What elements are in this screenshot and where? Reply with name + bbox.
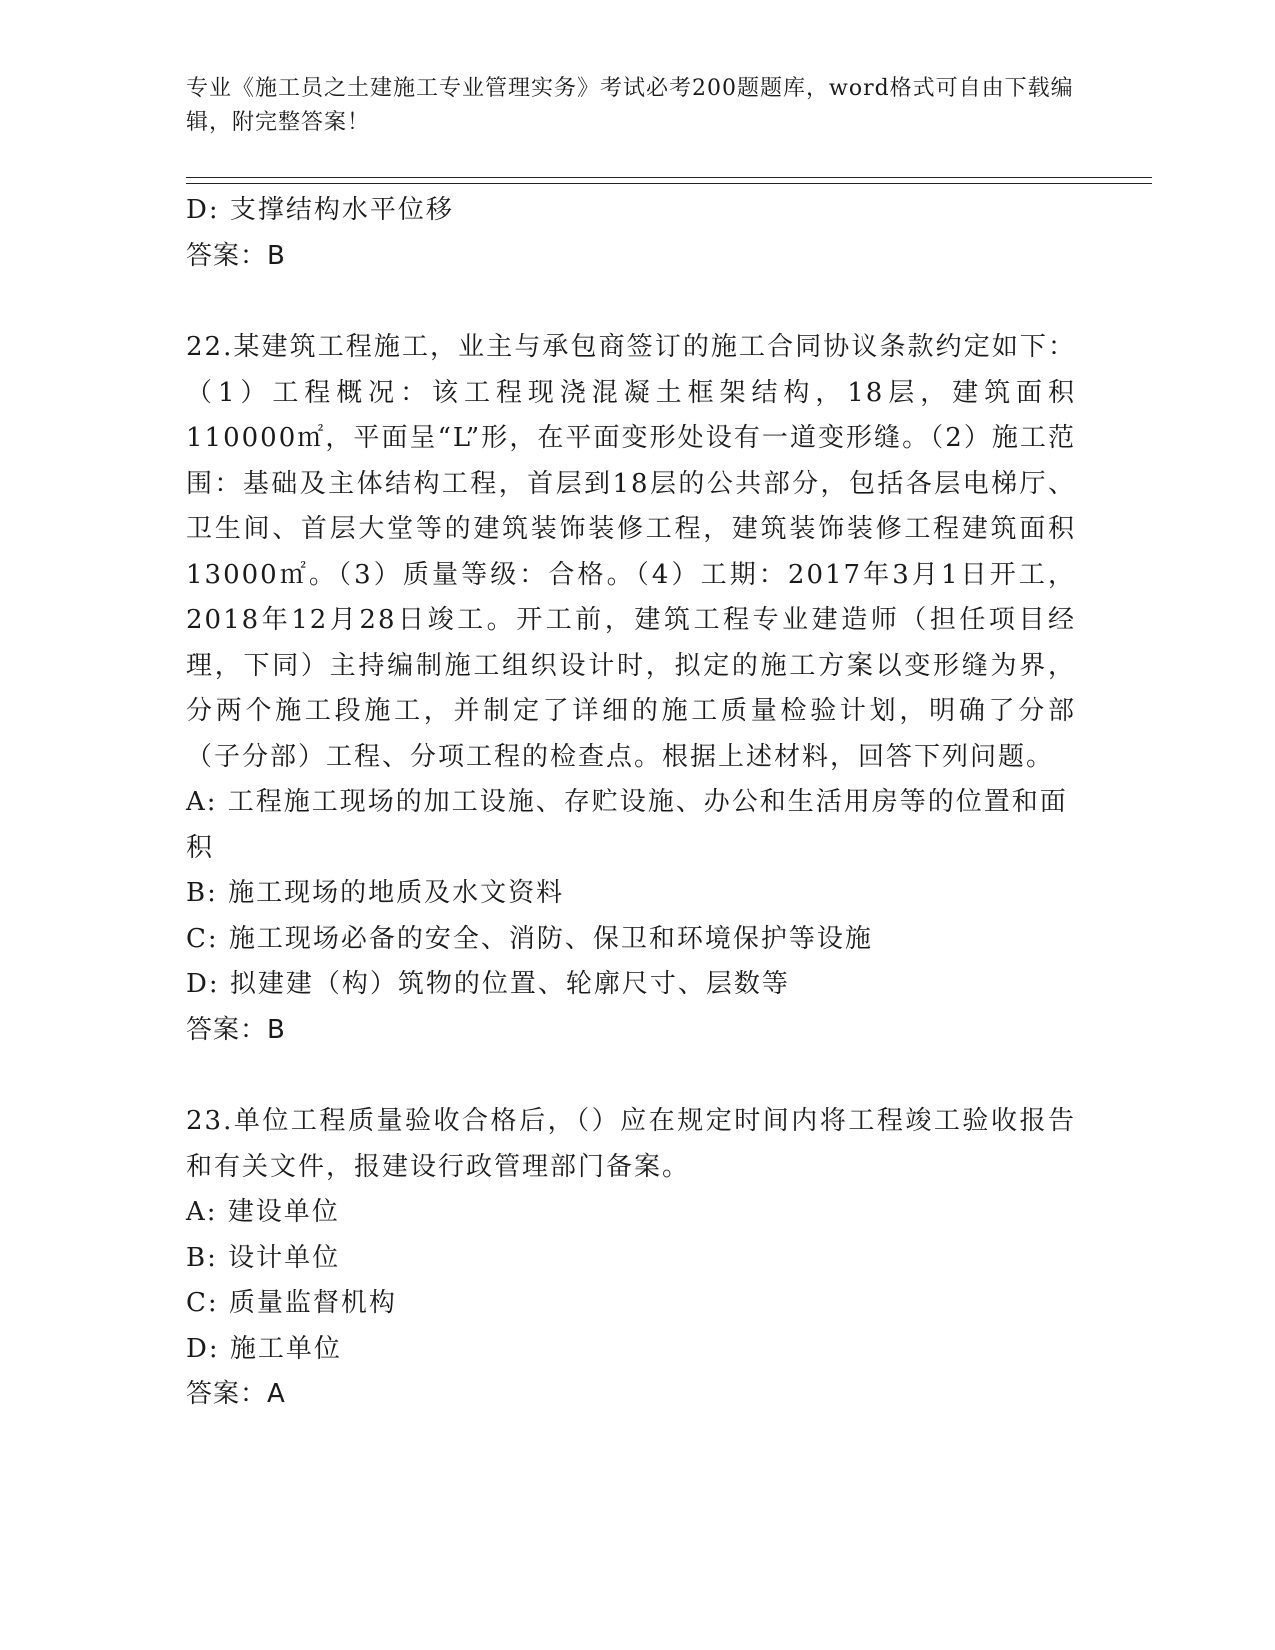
question-23 <box>186 1099 1076 1418</box>
option-a: A: 工程施工现场的加工设施、存贮设施、办公和生活用房等的位置和面积 <box>186 787 1068 863</box>
option-d: D: 拟建建（构）筑物的位置、轮廓尺寸、层数等 <box>186 969 790 999</box>
option-b: B: 施工现场的地质及水文资料 <box>186 878 565 908</box>
prev-answer: 答案：B <box>186 240 286 271</box>
option-c: C: 质量监督机构 <box>186 1288 397 1318</box>
question-22 <box>186 325 1076 1053</box>
question-stem: 22.某建筑工程施工，业主与承包商签订的施工合同协议条款约定如下：（1）工程概况：该工程现浇混凝土框架结构，18层，建筑面积110000㎡，平面呈“L”形，在平面变形处设有一道变形缝。（2）施工范围：基础及主体结构工程，首层到18层的公共部分，包括各层电梯厅、卫生间、首层大堂等的建筑装饰装修工程，建筑装饰装修工程建筑面积13000㎡。（3）质量等级：合格。（4）工期：2017年3月1日开工，2018年12月28日竣工。开工前，建筑工程专业建造师（担任项目经理，下同）主持编制施工组织设计时，拟定的施工方案以变形缝为界，分两个施工段施工，并制定了详细的施工质量检验计划，明确了分部（子分部）工程、分项工程的检查点。根据上述材料，回答下列问题。 <box>186 332 1076 772</box>
option-b: B: 设计单位 <box>186 1242 341 1273</box>
option-c: C: 施工现场必备的安全、消防、保卫和环境保护等设施 <box>186 923 873 954</box>
answer: 答案：B <box>186 1014 286 1045</box>
question-stem: 23.单位工程质量验收合格后，（）应在规定时间内将工程竣工验收报告和有关文件，报建设行政管理部门备案。 <box>186 1106 1076 1182</box>
option-a: A: 建设单位 <box>186 1197 340 1227</box>
answer: 答案：A <box>186 1379 286 1409</box>
prev-option-d: D: 支撑结构水平位移 <box>186 195 454 225</box>
document-header: 专业《施工员之土建施工专业管理实务》考试必考200题题库，word格式可自由下载编辑，附完整答案！ <box>186 76 1074 135</box>
header-rule-bottom <box>186 183 1152 184</box>
document-body <box>186 188 1076 1418</box>
header-rule-top <box>186 177 1152 178</box>
option-d: D: 施工单位 <box>186 1333 342 1364</box>
